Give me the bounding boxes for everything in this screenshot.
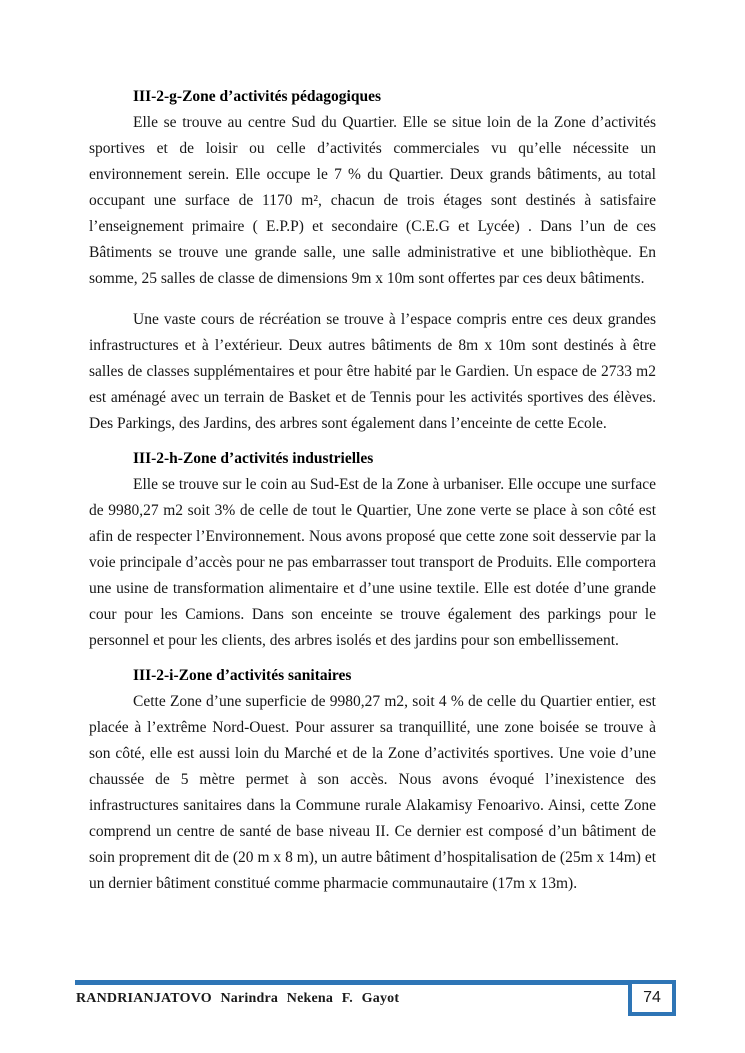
section-sanitary-zone xyxy=(89,663,656,897)
page-number-box xyxy=(628,980,676,1016)
paragraph: Une vaste cours de récréation se trouve à l’espace compris entre ces deux grandes infrastructures et à l’extérieur. Deux autres bâtiments de 8m x 10m sont destinés à être salles de classes supplémentaires et pour être habité par le Gardien. Un espace de 2733 m2 est aménagé avec un terrain de Basket et de Tennis pour les activités sportives des élèves. Des Parkings, des Jardins, des arbres sont également dans l’enceinte de cette Ecole. xyxy=(89,311,656,432)
paragraph: Elle se trouve sur le coin au Sud-Est de la Zone à urbaniser. Elle occupe une surface de 9980,27 m2 soit 3% de celle de tout le Quartier, Une zone verte se place à son côté est afin de respecter l’Environnement. Nous avons proposé que cette zone soit desservie par la voie principale d’accès pour ne pas embarrasser tout transport de Produits. Elle comportera une usine de transformation alimentaire et d’une usine textile. Elle est dotée d’une grande cour pour les Camions. Dans son enceinte se trouve également des parkings pour le personnel et pour les clients, des arbres isolés et des jardins pour son embellissement. xyxy=(89,476,656,649)
paragraph: Elle se trouve au centre Sud du Quartier. Elle se situe loin de la Zone d’activités sportives et de loisir ou celle d’activités commerciales vu qu’elle nécessite un environnement serein. Elle occupe le 7 % du Quartier. Deux grands bâtiments, au total occupant une surface de 1170 m², chacun de trois étages sont destinés à satisfaire l’enseignement primaire ( E.P.P) et secondaire (C.E.G et Lycée) . Dans l’un de ces Bâtiments se trouve une grande salle, une salle administrative et une bibliothèque. En somme, 25 salles de classe de dimensions 9m x 10m sont offertes par ces deux bâtiments. xyxy=(89,114,656,287)
paragraph: Cette Zone d’une superficie de 9980,27 m2, soit 4 % de celle du Quartier entier, est placée à l’extrême Nord-Ouest. Pour assurer sa tranquillité, une zone boisée se trouve à son côté, elle est aussi loin du Marché et de la Zone d’activités sportives. Une voie d’une chaussée de 5 mètre permet à son accès. Nous avons évoqué l’inexistence des infrastructures sanitaires dans la Commune rurale Alakamisy Fenoarivo. Ainsi, cette Zone comprend un centre de santé de base niveau II. Ce dernier est composé d’un bâtiment de soin proprement dit de (20 m x 8 m), un autre bâtiment d’hospitalisation de (25m x 14m) et un dernier bâtiment constitué comme pharmacie communautaire (17m x 13m). xyxy=(89,693,656,892)
section-industrial-zone xyxy=(89,446,656,654)
page-content xyxy=(89,84,656,897)
section-heading: III-2-h-Zone d’activités industrielles xyxy=(133,450,374,467)
footer-author-name: RANDRIANJATOVO Narindra Nekena F. Gayot xyxy=(76,991,400,1006)
section-heading: III-2-i-Zone d’activités sanitaires xyxy=(133,667,352,684)
section-heading: III-2-g-Zone d’activités pédagogiques xyxy=(133,88,382,105)
section-pedagogical-zone xyxy=(89,84,656,437)
footer-divider xyxy=(75,980,628,985)
page-number: 74 xyxy=(643,989,661,1006)
